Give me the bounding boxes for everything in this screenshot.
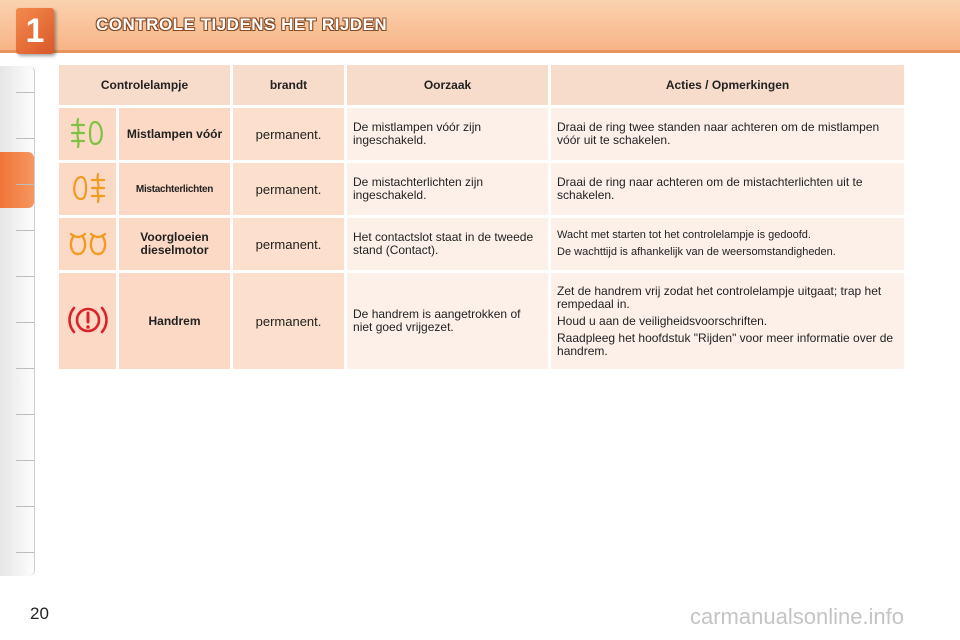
table-row — [59, 163, 904, 215]
chapter-tab-divider — [16, 368, 34, 369]
table-row — [59, 108, 904, 160]
chapter-tab-divider — [16, 460, 34, 461]
lamp-icon-cell — [59, 218, 116, 270]
chapter-tab-divider — [16, 138, 34, 139]
page-title: CONTROLE TIJDENS HET RIJDEN — [96, 15, 388, 34]
parking-brake-icon — [67, 302, 109, 338]
chapter-tab-divider — [16, 506, 34, 507]
front-fog-lamp-icon — [68, 116, 108, 150]
chapter-tab-divider — [16, 552, 34, 553]
lamp-cause: De mistlampen vóór zijn ingeschakeld. — [347, 108, 548, 160]
lamp-name: Voorgloeien dieselmotor — [119, 218, 230, 270]
chapter-badge — [16, 8, 54, 54]
action-text: De wachttijd is afhankelijk van de weersomstandigheden. — [557, 246, 836, 258]
chapter-tab-divider — [16, 230, 34, 231]
chapter-tab-divider — [16, 276, 34, 277]
page-number: 20 — [30, 604, 49, 623]
column-header-actions: Acties / Opmerkingen — [551, 65, 904, 105]
action-text: Zet de handrem vrij zodat het controlelampje uitgaat; trap het rempedaal in. — [557, 283, 882, 311]
chapter-tab-divider — [16, 184, 34, 185]
table-header-row — [59, 65, 904, 105]
chapter-tab-divider — [16, 92, 34, 93]
column-header-cause: Oorzaak — [347, 65, 548, 105]
table-row — [59, 273, 904, 369]
lamp-state: permanent. — [233, 163, 344, 215]
lamp-cause: Het contactslot staat in de tweede stand (Contact). — [347, 218, 548, 270]
lamp-icon-cell — [59, 108, 116, 160]
chapter-number: 1 — [25, 11, 45, 50]
chapter-tabs — [0, 66, 35, 576]
column-header-state: brandt — [233, 65, 344, 105]
chapter-tab-divider — [16, 414, 34, 415]
action-text: Draai de ring twee standen naar achteren om de mistlampen vóór uit te schakelen. — [557, 120, 880, 147]
lamp-name: Mistlampen vóór — [119, 108, 230, 160]
table-row — [59, 218, 904, 270]
lamp-actions — [551, 108, 904, 160]
column-header-lamp: Controlelampje — [59, 65, 230, 105]
warning-lamp-table — [56, 62, 907, 372]
lamp-icon-cell — [59, 273, 116, 369]
header-divider — [0, 50, 960, 53]
lamp-actions — [551, 273, 904, 369]
action-text: Houd u aan de veiligheidsvoorschriften. — [557, 313, 768, 328]
lamp-state: permanent. — [233, 273, 344, 369]
rear-fog-lamp-icon — [68, 171, 108, 205]
action-text: Wacht met starten tot het controlelampje is gedoofd. — [557, 229, 811, 241]
lamp-actions — [551, 218, 904, 270]
lamp-state: permanent. — [233, 218, 344, 270]
chapter-tab-active[interactable] — [0, 152, 34, 208]
lamp-actions — [551, 163, 904, 215]
lamp-state: permanent. — [233, 108, 344, 160]
lamp-icon-cell — [59, 163, 116, 215]
action-text: Draai de ring naar achteren om de mistachterlichten uit te schakelen. — [557, 175, 863, 202]
action-text: Raadpleeg het hoofdstuk "Rijden" voor meer informatie over de handrem. — [557, 330, 894, 358]
glow-plug-icon — [68, 228, 108, 258]
lamp-name: Mistachterlichten — [119, 163, 230, 215]
lamp-cause: De mistachterlichten zijn ingeschakeld. — [347, 163, 548, 215]
watermark: carmanualsonline.info — [690, 604, 905, 629]
chapter-tab-divider — [16, 322, 34, 323]
lamp-name: Handrem — [119, 273, 230, 369]
lamp-cause: De handrem is aangetrokken of niet goed vrijgezet. — [347, 273, 548, 369]
